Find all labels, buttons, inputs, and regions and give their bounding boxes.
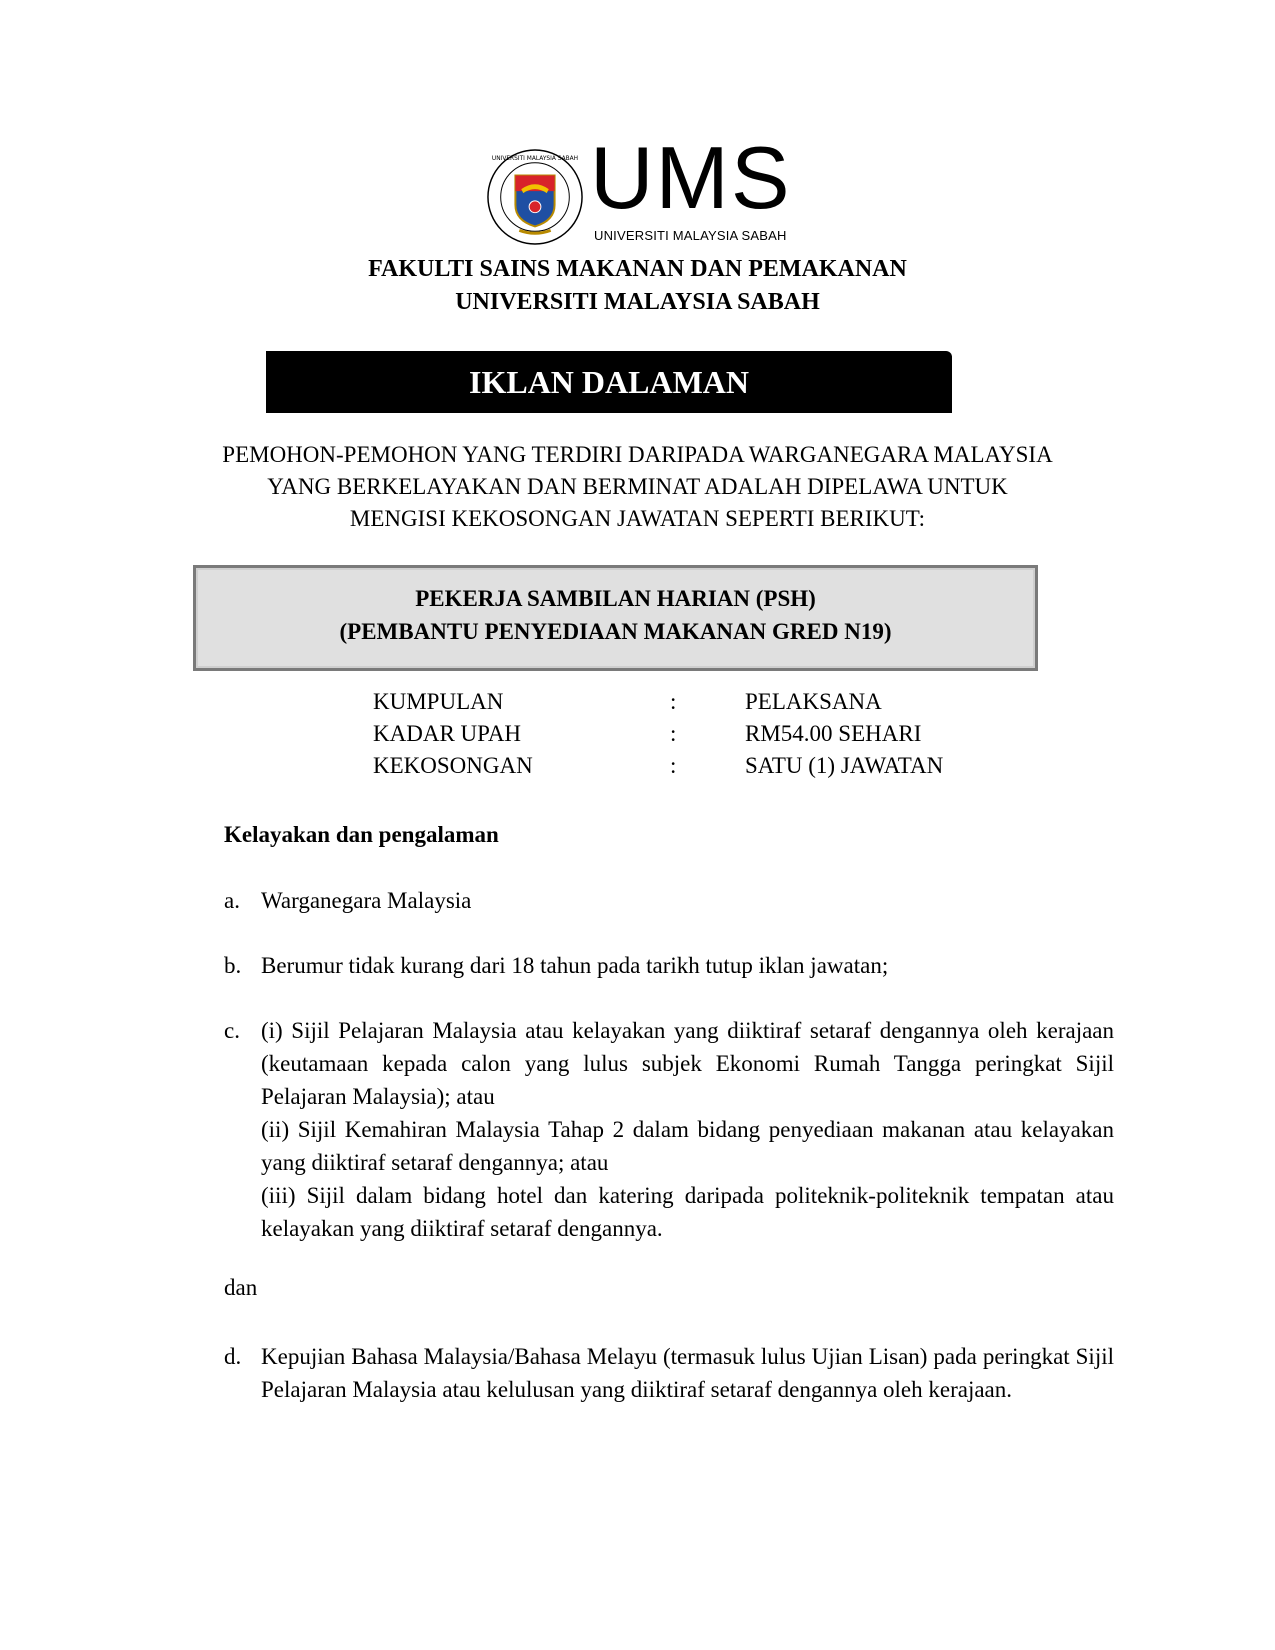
list-text: Warganegara Malaysia [261, 888, 472, 913]
list-text: Kepujian Bahasa Malaysia/Bahasa Melayu (termasuk lulus Ujian Lisan) pada peringkat Sijil Pelajaran Malaysia atau kelulusan yang diiktiraf setaraf dengannya oleh kerajaan. [261, 1344, 1114, 1402]
intro-line-2: YANG BERKELAYAKAN DAN BERMINAT ADALAH DIPELAWA UNTUK [267, 474, 1008, 499]
position-subtitle: (PEMBANTU PENYEDIAAN MAKANAN GRED N19) [339, 619, 892, 644]
intro-line-3: MENGISI KEKOSONGAN JAWATAN SEPERTI BERIKUT: [349, 506, 926, 531]
advert-banner: IKLAN DALAMAN [266, 351, 952, 413]
university-title: UNIVERSITI MALAYSIA SABAH [455, 289, 820, 315]
intro-line-1: PEMOHON-PEMOHON YANG TERDIRI DARIPADA WARGANEGARA MALAYSIA [222, 442, 1053, 467]
detail-value: PELAKSANA [745, 689, 882, 714]
list-marker: c. [224, 1018, 240, 1043]
conjunction-text: dan [224, 1275, 258, 1300]
university-seal-icon [486, 148, 584, 246]
faculty-title: FAKULTI SAINS MAKANAN DAN PEMAKANAN [368, 256, 907, 282]
list-subitem: (i) Sijil Pelajaran Malaysia atau kelayakan yang diiktiraf setaraf dengannya oleh kerajaan (keutamaan kepada calon yang lulus subjek Ekonomi Rumah Tangga peringkat Sijil Pelajaran Malaysia); atau [261, 1018, 1114, 1109]
list-text: Berumur tidak kurang dari 18 tahun pada tarikh tutup iklan jawatan; [261, 953, 889, 978]
seal-text: UNIVERSITI MALAYSIA SABAH [491, 155, 579, 162]
ums-wordmark-subtitle: UNIVERSITI MALAYSIA SABAH [594, 228, 787, 243]
list-marker: d. [224, 1344, 242, 1369]
list-text [261, 1014, 1114, 1245]
list-marker: a. [224, 888, 240, 913]
detail-row [0, 689, 1275, 721]
detail-separator: : [670, 753, 677, 778]
detail-separator: : [670, 689, 677, 714]
qualifications-heading: Kelayakan dan pengalaman [224, 822, 499, 847]
list-marker: b. [224, 953, 242, 978]
position-title: PEKERJA SAMBILAN HARIAN (PSH) [415, 586, 816, 611]
list-subitem: (iii) Sijil dalam bidang hotel dan katering daripada politeknik-politeknik tempatan atau kelayakan yang diiktiraf setaraf dengannya. [261, 1183, 1114, 1241]
detail-row [0, 721, 1275, 753]
position-box [193, 565, 1038, 671]
detail-row [0, 753, 1275, 785]
detail-value: SATU (1) JAWATAN [745, 753, 944, 778]
list-subitem: (ii) Sijil Kemahiran Malaysia Tahap 2 dalam bidang penyediaan makanan atau kelayakan yang diiktiraf setaraf dengannya; atau [261, 1117, 1114, 1175]
detail-value: RM54.00 SEHARI [745, 721, 922, 746]
detail-label: KADAR UPAH [373, 721, 522, 746]
ums-wordmark: UMS [590, 128, 792, 227]
ums-logo [486, 128, 792, 248]
detail-label: KUMPULAN [373, 689, 504, 714]
detail-label: KEKOSONGAN [373, 753, 533, 778]
detail-separator: : [670, 721, 677, 746]
